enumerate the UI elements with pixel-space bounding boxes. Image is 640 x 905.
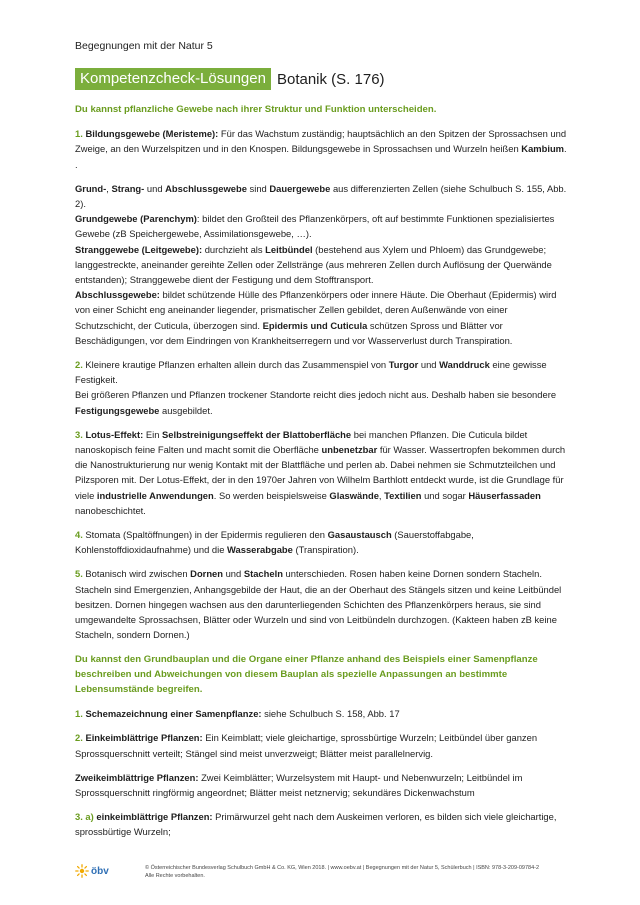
term: Häuserfassaden: [468, 489, 541, 501]
answer-b3: [75, 809, 567, 839]
answer-text: bildet schützende Hülle des Pflanzenkörpers oder innere Häute. Die Oberhaut (Epidermis) wird von einer Schicht eng aneinander liegender, prismatischer Zellen gebildet, deren Außenwände von einer Schutzschicht, der Cuticula, überzogen sind.: [75, 289, 557, 331]
answer-number: 4.: [75, 529, 83, 541]
answer-text: durchzieht als: [202, 243, 266, 255]
term: Grundgewebe (Parenchym): [75, 213, 197, 225]
answer-text: ,: [378, 489, 385, 501]
page-footer: [75, 862, 575, 886]
term: Leitbündel: [265, 243, 313, 255]
answer-text: (bestehend aus Xylem und Phloem) das Grundgewebe; langgestreckte, aneinander gereihte Zellen oder Zellstränge (aus mehreren Zellen durch Auflösung der Querwände entstanden); Stranggewebe dient der Festigung und dem Stofftransport.: [75, 243, 552, 286]
answer-text: bei manchen Pflanzen. Die Cuticula bildet nanoskopisch feine Falten und macht somit die Oberfläche: [75, 428, 528, 456]
term: Wasserabgabe: [227, 544, 293, 556]
answer-text: Ein: [143, 428, 163, 440]
answer-text: aus differenzierten Zellen (siehe Schulbuch S. 155, Abb. 2).: [75, 182, 567, 210]
answer-number: 5.: [75, 568, 83, 580]
answer-1: [75, 126, 567, 172]
term: Dauergewebe: [269, 182, 331, 194]
term: Abschlussgewebe:: [75, 289, 160, 301]
answer-text: Kleinere krautige Pflanzen erhalten allein durch das Zusammenspiel von: [82, 359, 389, 371]
answer-text: ,: [106, 182, 112, 194]
term: Glaswände: [329, 489, 379, 501]
answer-3: [75, 427, 567, 518]
answer-text: und: [418, 359, 440, 371]
answer-text: schützen Spross und Blätter vor Beschädigungen, vor dem Eindringen von Krankheitserregern und vor Wasserverlust durch Transpiration.: [75, 319, 513, 346]
answer-number: 1.: [75, 708, 83, 720]
answer-b2: [75, 730, 567, 760]
page-header: Begegnungen mit der Natur 5: [75, 40, 213, 52]
term: Turgor: [388, 359, 419, 371]
term: Selbstreinigungseffekt der Blattoberfläche: [162, 428, 352, 440]
term: einkeimblättrige Pflanzen:: [96, 811, 213, 823]
answer-4: [75, 527, 567, 557]
title-subject: Botanik (S. 176): [276, 70, 385, 88]
answer-text: Botanisch wird zwischen: [82, 568, 191, 580]
term: Grund-: [75, 182, 107, 194]
answer-text: . So werden beispielsweise: [213, 489, 330, 501]
answer-text: und: [222, 568, 244, 580]
answer-text: sind: [246, 182, 270, 194]
answer-number: 2.: [75, 359, 83, 371]
term: Wanddruck: [439, 359, 490, 371]
title-badge: Kompetenzcheck-Lösungen: [75, 68, 271, 90]
document-body: [75, 102, 567, 849]
term: Strang-: [111, 182, 145, 194]
term: Textilien: [384, 489, 422, 501]
answer-text: (Transpiration).: [292, 544, 359, 556]
term: industrielle Anwendungen: [96, 489, 214, 501]
answer-text: Zwei Keimblätter; Wurzelsystem mit Haupt- und Nebenwurzeln; Leitbündel im Sprossquerschnitt ringförmig angeordnet; Blätter meist netznervig; sekundäres Dickenwachstum: [75, 771, 523, 798]
answer-text: Für das Wachstum zuständig; hauptsächlich an den Spitzen der Sprossachsen und Zweige, an den Wurzelspitzen und in den Knospen. Bildungsgewebe in Sprossachsen und Wurzeln heißen: [75, 128, 567, 155]
page-title: [75, 68, 385, 90]
copyright-text: [145, 865, 575, 880]
answer-text: und: [144, 182, 166, 194]
term: Abschlussgewebe: [165, 182, 247, 194]
answer-tissues: [75, 181, 567, 348]
term: unbenetzbar: [321, 444, 378, 456]
term: Stranggewebe (Leitgewebe):: [75, 243, 203, 255]
answer-text: siehe Schulbuch S. 158, Abb. 17: [261, 708, 400, 720]
logo-text: öbv: [91, 865, 109, 877]
answer-text: Bei größeren Pflanzen und Pflanzen trockener Standorte reicht dies jedoch nicht aus. Deshalb haben sie besondere: [75, 389, 557, 401]
term: Lotus-Effekt:: [85, 428, 144, 440]
answer-text: nanobeschichtet.: [75, 504, 146, 516]
section-heading-2: Du kannst den Grundbauplan und die Organe einer Pflanze anhand des Beispiels einer Samenpflanze beschreiben und Abweichungen von diesem Bauplan als spezielle Anpassungen an bestimmte Lebensumstände begreifen.: [75, 653, 538, 695]
answer-text: Primärwurzel geht nach dem Auskeimen verloren, es bilden sich viele gleichartige, sprossbürtige Wurzeln;: [75, 811, 557, 838]
answer-text: Ein Keimblatt; viele gleichartige, sprossbürtige Wurzeln; Leitbündel über ganzen Sprossquerschnitt verteilt; Stängel sind meist unverzweigt; Blätter meist parallelnervig.: [75, 732, 538, 759]
answer-text: ausgebildet.: [159, 404, 213, 416]
answer-number: 3. a): [75, 811, 94, 823]
copyright-line: © Österreichischer Bundesverlag Schulbuch GmbH & Co. KG, Wien 2018. | www.oebv.at | Begegnungen mit der Natur 5, Schülerbuch | ISBN: 978-3-209-09784-2: [145, 865, 540, 871]
rights-line: Alle Rechte vorbehalten.: [145, 872, 205, 879]
answer-text: für Wasser. Wassertropfen bekommen durch die Nanostrukturierung nur wenig Kontakt mit der Blattfläche und perlen ab. Dabei nehmen sie Schmutzteilchen und Pilzsporen mit. Der Lotus-Effekt, der in den 1970er Jahren von Wilhelm Barthlott entdeckt wurde, ist die Grundlage für viele: [75, 444, 566, 501]
answer-2: [75, 357, 567, 418]
answer-text: : bildet den Großteil des Pflanzenkörpers, oft auf bestimmte Funktionen spezialisiertes Gewebe (zB Speichergewebe, Assimilationsgewebe, …).: [75, 213, 555, 240]
answer-number: 2.: [75, 732, 83, 744]
answer-5: [75, 566, 567, 642]
answer-b1: [75, 706, 567, 721]
answer-number: 3.: [75, 428, 83, 440]
term: Zweikeimblättrige Pflanzen:: [75, 771, 199, 783]
term: Kambium: [521, 143, 565, 155]
term: Gasaustausch: [327, 529, 392, 541]
answer-text: Stomata (Spaltöffnungen) in der Epidermis regulieren den: [82, 529, 328, 541]
term: Einkeimblättrige Pflanzen:: [85, 732, 203, 744]
answer-number: 1.: [75, 128, 83, 140]
answer-text: . .: [75, 143, 567, 170]
answer-text: und sogar: [421, 489, 469, 501]
answer-text: (Sauerstoffabgabe, Kohlenstoffdioxidaufnahme) und die: [75, 529, 474, 556]
answer-text: unterschieden. Rosen haben keine Dornen sondern Stacheln. Stacheln sind Emergenzien, Anhangsgebilde der Haut, die an der Oberhaut des Stängels sitzen und keine Leitbündel besitzen. Dornen hingegen wachsen aus den darunterliegenden Schichten des Pflanzenkörpers heraus, sie sind umgewandelte Sprossachsen, Blätter oder Wurzeln und sind von Leitbündeln durchzogen. (Kakteen haben zB keine Stacheln, sondern Dornen.): [75, 568, 562, 641]
answer-b2-dicot: [75, 770, 567, 800]
term: Epidermis und Cuticula: [262, 319, 368, 331]
sunburst-icon: [75, 864, 89, 878]
term: Schemazeichnung einer Samenpflanze:: [85, 708, 262, 720]
term: Bildungsgewebe (Meristeme):: [85, 128, 219, 140]
section-heading-1: Du kannst pflanzliche Gewebe nach ihrer Struktur und Funktion unterscheiden.: [75, 104, 437, 115]
answer-text: eine gewisse Festigkeit.: [75, 359, 547, 386]
term: Stacheln: [243, 568, 283, 580]
term: Dornen: [190, 568, 223, 580]
term: Festigungsgewebe: [75, 404, 160, 416]
publisher-logo: [75, 864, 109, 878]
